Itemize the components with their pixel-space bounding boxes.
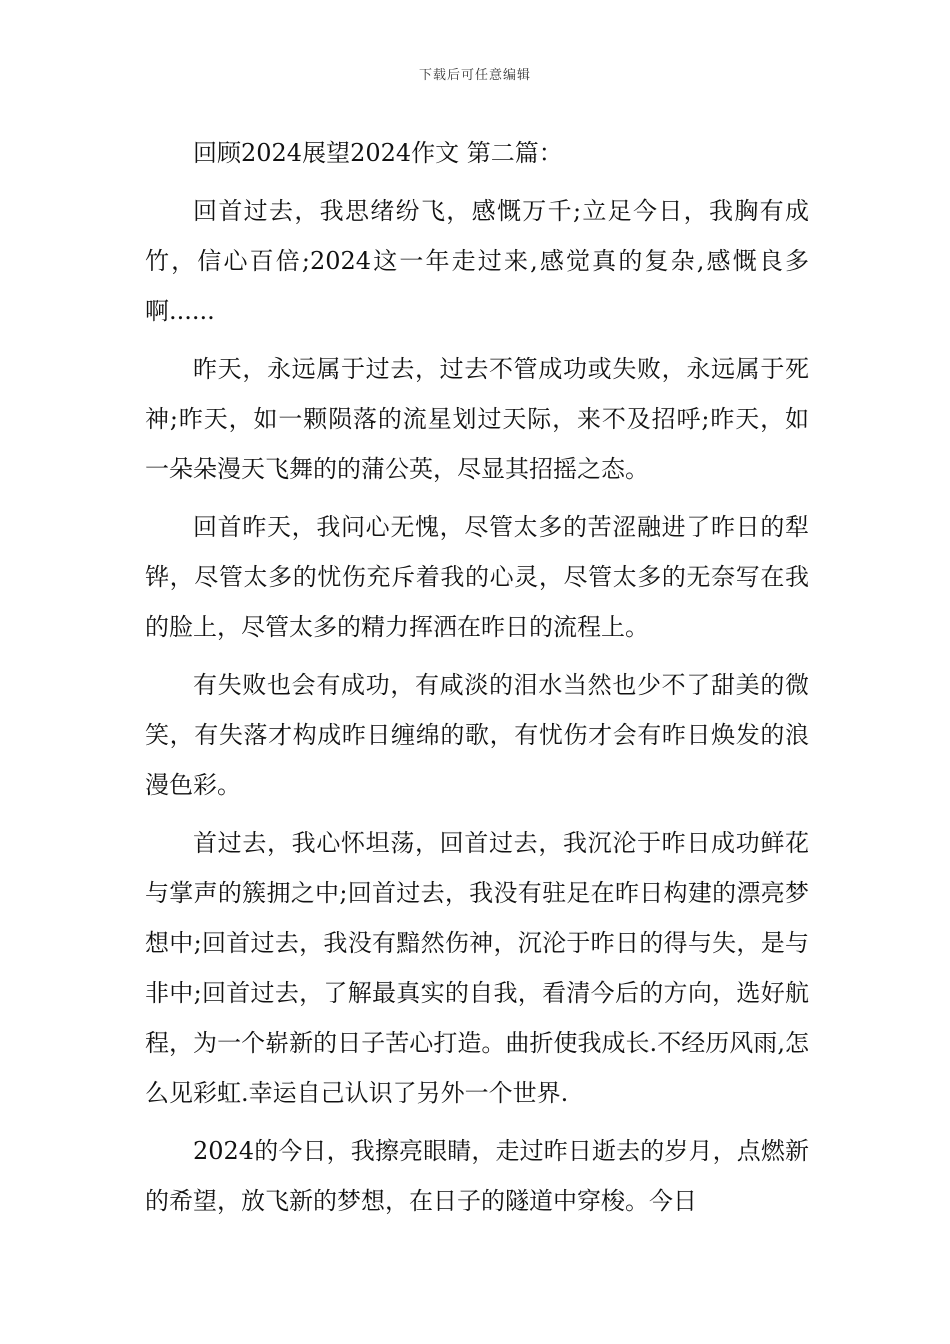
document-body xyxy=(145,128,809,1234)
paragraph-6: 2024的今日，我擦亮眼睛，走过昨日逝去的岁月，点燃新的希望，放飞新的梦想，在日子的隧道中穿梭。今日 xyxy=(145,1137,809,1215)
paragraph-3: 回首昨天，我问心无愧，尽管太多的苦涩融进了昨日的犁铧，尽管太多的忧伤充斥着我的心灵，尽管太多的无奈写在我的脸上，尽管太多的精力挥洒在昨日的流程上。 xyxy=(145,513,809,641)
document-title: 回顾2024展望2024作文 第二篇： xyxy=(193,139,563,167)
paragraph-2: 昨天，永远属于过去，过去不管成功或失败，永远属于死神;昨天，如一颗陨落的流星划过天际，来不及招呼;昨天，如一朵朵漫天飞舞的的蒲公英，尽显其招摇之态。 xyxy=(145,355,809,483)
paragraph-4: 有失败也会有成功，有咸淡的泪水当然也少不了甜美的微笑，有失落才构成昨日缠绵的歌，有忧伤才会有昨日焕发的浪漫色彩。 xyxy=(145,671,809,799)
page-header: 下载后可任意编辑 xyxy=(418,68,531,83)
paragraph-1: 回首过去，我思绪纷飞，感慨万千;立足今日，我胸有成竹，信心百倍;2024这一年走过来,感觉真的复杂,感慨良多啊...... xyxy=(145,197,809,325)
paragraph-5: 首过去，我心怀坦荡，回首过去，我沉沦于昨日成功鲜花与掌声的簇拥之中;回首过去，我没有驻足在昨日构建的漂亮梦想中;回首过去，我没有黯然伤神，沉沦于昨日的得与失，是与非中;回首过去，了解最真实的自我，看清今后的方向，选好航程，为一个崭新的日子苦心打造。曲折使我成长.不经历风雨,怎么见彩虹.幸运自己认识了另外一个世界. xyxy=(145,829,809,1107)
